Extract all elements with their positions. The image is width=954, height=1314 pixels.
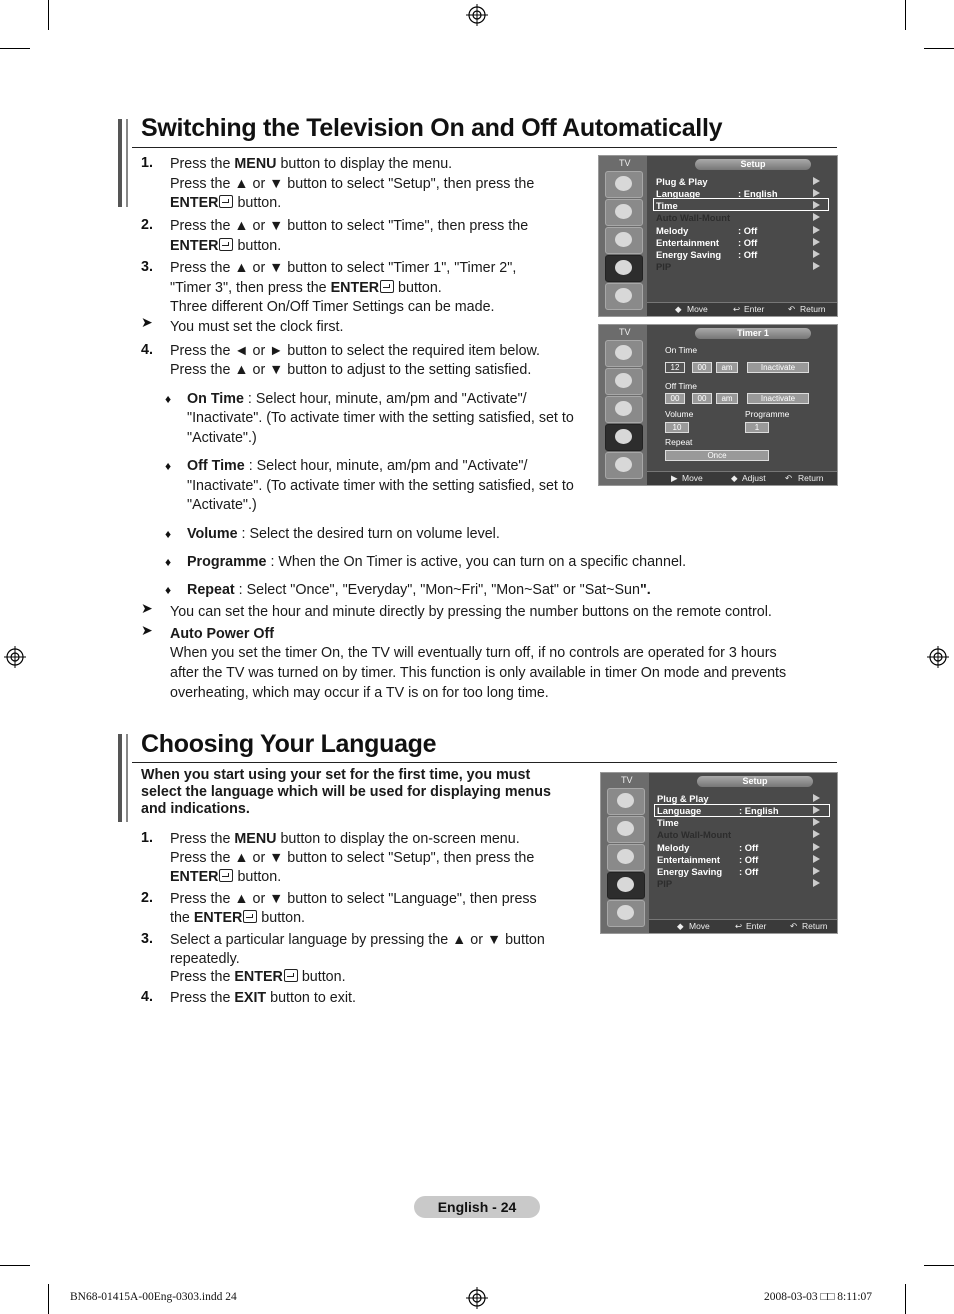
osd-item: PIP xyxy=(656,261,672,272)
enter-icon: ↩ xyxy=(735,921,743,931)
osd-footer-return: Return xyxy=(802,921,828,931)
note-text: You can set the hour and minute directly by pressing the number buttons on the remote control. xyxy=(170,604,772,620)
on-state: Inactivate xyxy=(747,362,809,373)
intro-text: When you start using your set for the first time, you must xyxy=(141,767,531,783)
move-icon: ▶ xyxy=(671,473,678,483)
bullet-text: Volume : Select the desired turn on volume level. xyxy=(187,526,500,542)
osd-item: Auto Wall-Mount xyxy=(656,212,731,223)
osd-item: Language : English xyxy=(656,188,778,199)
crop-mark xyxy=(924,1265,954,1266)
picture-icon xyxy=(605,340,643,367)
section-title: Switching the Television On and Off Automatically xyxy=(141,114,723,142)
osd-footer xyxy=(647,302,837,316)
step-number: 1. xyxy=(141,155,153,171)
bullet-text: "Inactivate". (To activate timer with the setting satisfied, set to xyxy=(187,410,574,426)
step-text: Press the EXIT button to exit. xyxy=(170,990,356,1006)
return-icon: ↶ xyxy=(785,473,793,483)
osd-footer-enter: Enter xyxy=(746,921,767,931)
osd-item: Entertainment : Off xyxy=(656,237,758,248)
bullet-text: On Time : Select hour, minute, am/pm and "Activate"/ xyxy=(187,391,527,407)
osd-item: Plug & Play xyxy=(656,176,708,187)
arrow-right-icon xyxy=(813,238,820,246)
bullet-diamond-icon: ♦ xyxy=(165,392,172,406)
note-arrow-icon: ➤ xyxy=(141,622,153,638)
enter-icon xyxy=(219,869,233,882)
osd-item: Plug & Play xyxy=(657,793,709,804)
crop-mark xyxy=(905,0,906,30)
bullet-diamond-icon: ♦ xyxy=(165,459,172,473)
osd-title: Setup xyxy=(697,776,813,787)
bullet-text: Programme : When the On Timer is active, you can turn on a specific channel. xyxy=(187,554,687,570)
step-text: ENTER button. xyxy=(170,869,282,885)
arrow-right-icon xyxy=(813,843,820,851)
on-ampm: am xyxy=(716,362,738,373)
arrow-right-icon xyxy=(813,226,820,234)
note-arrow-icon: ➤ xyxy=(141,600,153,616)
registration-mark-icon xyxy=(466,4,488,26)
note-title: Auto Power Off xyxy=(170,626,275,642)
note-arrow-icon: ➤ xyxy=(141,314,153,330)
registration-mark-icon xyxy=(927,646,949,668)
osd-item: Time xyxy=(657,817,679,828)
step-text: ENTER button. xyxy=(170,195,282,211)
bullet-diamond-icon: ♦ xyxy=(165,527,172,541)
enter-icon xyxy=(219,195,233,208)
adjust-icon: ◆ xyxy=(731,473,738,483)
step-text: Select a particular language by pressing the ▲ or ▼ button xyxy=(170,932,545,948)
repeat-value: Once xyxy=(665,450,769,461)
setup-icon xyxy=(605,255,643,282)
step-text: Press the ▲ or ▼ button to select "Setup", then press the xyxy=(170,850,535,866)
arrow-right-icon xyxy=(813,867,820,875)
section-bar xyxy=(126,119,128,207)
step-text: Press the ▲ or ▼ button to adjust to the setting satisfied. xyxy=(170,362,532,378)
osd-setup-menu xyxy=(598,155,838,317)
arrow-right-icon xyxy=(813,189,820,197)
volume-label: Volume xyxy=(665,409,694,419)
osd-footer-adjust: Adjust xyxy=(742,473,766,483)
step-text: Press the ENTER button. xyxy=(170,969,346,985)
programme-value: 1 xyxy=(745,422,769,433)
bullet-diamond-icon: ♦ xyxy=(165,583,172,597)
enter-icon xyxy=(284,969,298,982)
input-icon xyxy=(605,452,643,479)
crop-mark xyxy=(48,1284,49,1314)
osd-footer-return: Return xyxy=(798,473,824,483)
step-text: Press the ▲ or ▼ button to select "Timer 1", "Timer 2", xyxy=(170,260,517,276)
input-icon xyxy=(607,900,645,927)
section-rule xyxy=(132,147,837,148)
on-minute: 00 xyxy=(692,362,712,373)
osd-item: Energy Saving : Off xyxy=(657,866,759,877)
off-minute: 00 xyxy=(692,393,712,404)
step-text: Press the MENU button to display the menu. xyxy=(170,156,453,172)
osd-footer-return: Return xyxy=(800,304,826,314)
bullet-text: "Activate".) xyxy=(187,497,257,513)
section-title: Choosing Your Language xyxy=(141,730,437,758)
section-bar xyxy=(118,734,122,822)
crop-mark xyxy=(905,1284,906,1314)
step-text: the ENTER button. xyxy=(170,910,306,926)
note-text: You must set the clock first. xyxy=(170,319,344,335)
programme-label: Programme xyxy=(745,409,790,419)
osd-title: Timer 1 xyxy=(695,328,811,339)
note-text: overheating, which may occur if a TV is on for too long time. xyxy=(170,685,549,701)
osd-setup-language-menu xyxy=(600,772,838,934)
input-icon xyxy=(605,283,643,310)
picture-icon xyxy=(605,171,643,198)
step-text: repeatedly. xyxy=(170,951,240,967)
registration-mark-icon xyxy=(466,1287,488,1309)
osd-item: Melody : Off xyxy=(657,842,759,853)
crop-mark xyxy=(48,0,49,30)
osd-footer-enter: Enter xyxy=(744,304,765,314)
osd-item: Language : English xyxy=(657,805,779,816)
return-icon: ↶ xyxy=(790,921,798,931)
osd-item: PIP xyxy=(657,878,673,889)
step-number: 3. xyxy=(141,259,153,275)
osd-item: Auto Wall-Mount xyxy=(657,829,732,840)
bullet-diamond-icon: ♦ xyxy=(165,555,172,569)
step-text: Three different On/Off Timer Settings can be made. xyxy=(170,299,495,315)
off-state: Inactivate xyxy=(747,393,809,404)
step-text: Press the MENU button to display the on-screen menu. xyxy=(170,831,520,847)
osd-title: Setup xyxy=(695,159,811,170)
step-text: Press the ▲ or ▼ button to select "Setup", then press the xyxy=(170,176,535,192)
sound-icon xyxy=(605,368,643,395)
arrow-right-icon xyxy=(813,794,820,802)
osd-footer xyxy=(649,919,837,933)
step-number: 2. xyxy=(141,217,153,233)
sound-icon xyxy=(607,816,645,843)
volume-value: 10 xyxy=(665,422,689,433)
osd-footer-move: Move xyxy=(682,473,703,483)
enter-icon: ↩ xyxy=(733,304,741,314)
arrow-right-icon xyxy=(813,201,820,209)
bullet-text: "Inactivate". (To activate timer with the setting satisfied, set to xyxy=(187,478,574,494)
step-number: 1. xyxy=(141,830,153,846)
note-text: When you set the timer On, the TV will eventually turn off, if no controls are operated for 3 hours xyxy=(170,645,777,661)
print-slug-right: 2008-03-03 □□ 8:11:07 xyxy=(764,1291,873,1303)
intro-text: select the language which will be used for displaying menus xyxy=(141,784,551,800)
move-icon: ◆ xyxy=(677,921,684,931)
print-slug-left: BN68-01415A-00Eng-0303.indd 24 xyxy=(70,1291,237,1303)
setup-icon xyxy=(607,872,645,899)
step-text: Press the ▲ or ▼ button to select "Language", then press xyxy=(170,891,537,907)
crop-mark xyxy=(924,48,954,49)
step-text: ENTER button. xyxy=(170,238,282,254)
step-number: 2. xyxy=(141,890,153,906)
move-icon: ◆ xyxy=(675,304,682,314)
enter-icon xyxy=(243,910,257,923)
enter-icon xyxy=(380,280,394,293)
off-hour: 00 xyxy=(665,393,685,404)
note-text: after the TV was turned on by timer. This function is only available in timer On mode and prevents xyxy=(170,665,787,681)
crop-mark xyxy=(0,1265,30,1266)
step-number: 3. xyxy=(141,931,153,947)
osd-tv-label: TV xyxy=(619,327,631,337)
arrow-right-icon xyxy=(813,879,820,887)
step-number: 4. xyxy=(141,342,153,358)
step-number: 4. xyxy=(141,989,153,1005)
section-rule xyxy=(132,762,837,763)
bullet-text: "Activate".) xyxy=(187,430,257,446)
arrow-right-icon xyxy=(813,262,820,270)
picture-icon xyxy=(607,788,645,815)
arrow-right-icon xyxy=(813,855,820,863)
osd-footer-move: Move xyxy=(689,921,710,931)
arrow-right-icon xyxy=(813,177,820,185)
channel-icon xyxy=(607,844,645,871)
osd-selection-box xyxy=(653,198,829,211)
osd-item: Energy Saving : Off xyxy=(656,249,758,260)
osd-timer-menu xyxy=(598,324,838,486)
step-text: "Timer 3", then press the ENTER button. xyxy=(170,280,442,296)
arrow-right-icon xyxy=(813,250,820,258)
crop-mark xyxy=(0,48,30,49)
sound-icon xyxy=(605,199,643,226)
setup-icon xyxy=(605,424,643,451)
osd-item: Melody : Off xyxy=(656,225,758,236)
channel-icon xyxy=(605,396,643,423)
on-time-label: On Time xyxy=(665,345,698,355)
step-text: Press the ◄ or ► button to select the required item below. xyxy=(170,343,541,359)
section-bar xyxy=(118,119,122,207)
osd-footer xyxy=(647,471,837,485)
step-text: Press the ▲ or ▼ button to select "Time", then press the xyxy=(170,218,529,234)
osd-footer-move: Move xyxy=(687,304,708,314)
osd-tv-label: TV xyxy=(621,775,633,785)
osd-item: Entertainment : Off xyxy=(657,854,759,865)
bullet-text: Off Time : Select hour, minute, am/pm and "Activate"/ xyxy=(187,458,528,474)
on-hour: 12 xyxy=(665,362,685,373)
section-bar xyxy=(126,734,128,822)
osd-item: Time xyxy=(656,200,678,211)
osd-tv-label: TV xyxy=(619,158,631,168)
repeat-label: Repeat xyxy=(665,437,693,447)
off-ampm: am xyxy=(716,393,738,404)
return-icon: ↶ xyxy=(788,304,796,314)
arrow-right-icon xyxy=(813,818,820,826)
intro-text: and indications. xyxy=(141,801,250,817)
arrow-right-icon xyxy=(813,806,820,814)
enter-icon xyxy=(219,238,233,251)
off-time-label: Off Time xyxy=(665,381,697,391)
bullet-text: Repeat : Select "Once", "Everyday", "Mon~Fri", "Mon~Sat" or "Sat~Sun". xyxy=(187,582,651,598)
arrow-right-icon xyxy=(813,213,820,221)
registration-mark-icon xyxy=(4,646,26,668)
page-number-label: English - 24 xyxy=(414,1196,540,1218)
channel-icon xyxy=(605,227,643,254)
arrow-right-icon xyxy=(813,830,820,838)
